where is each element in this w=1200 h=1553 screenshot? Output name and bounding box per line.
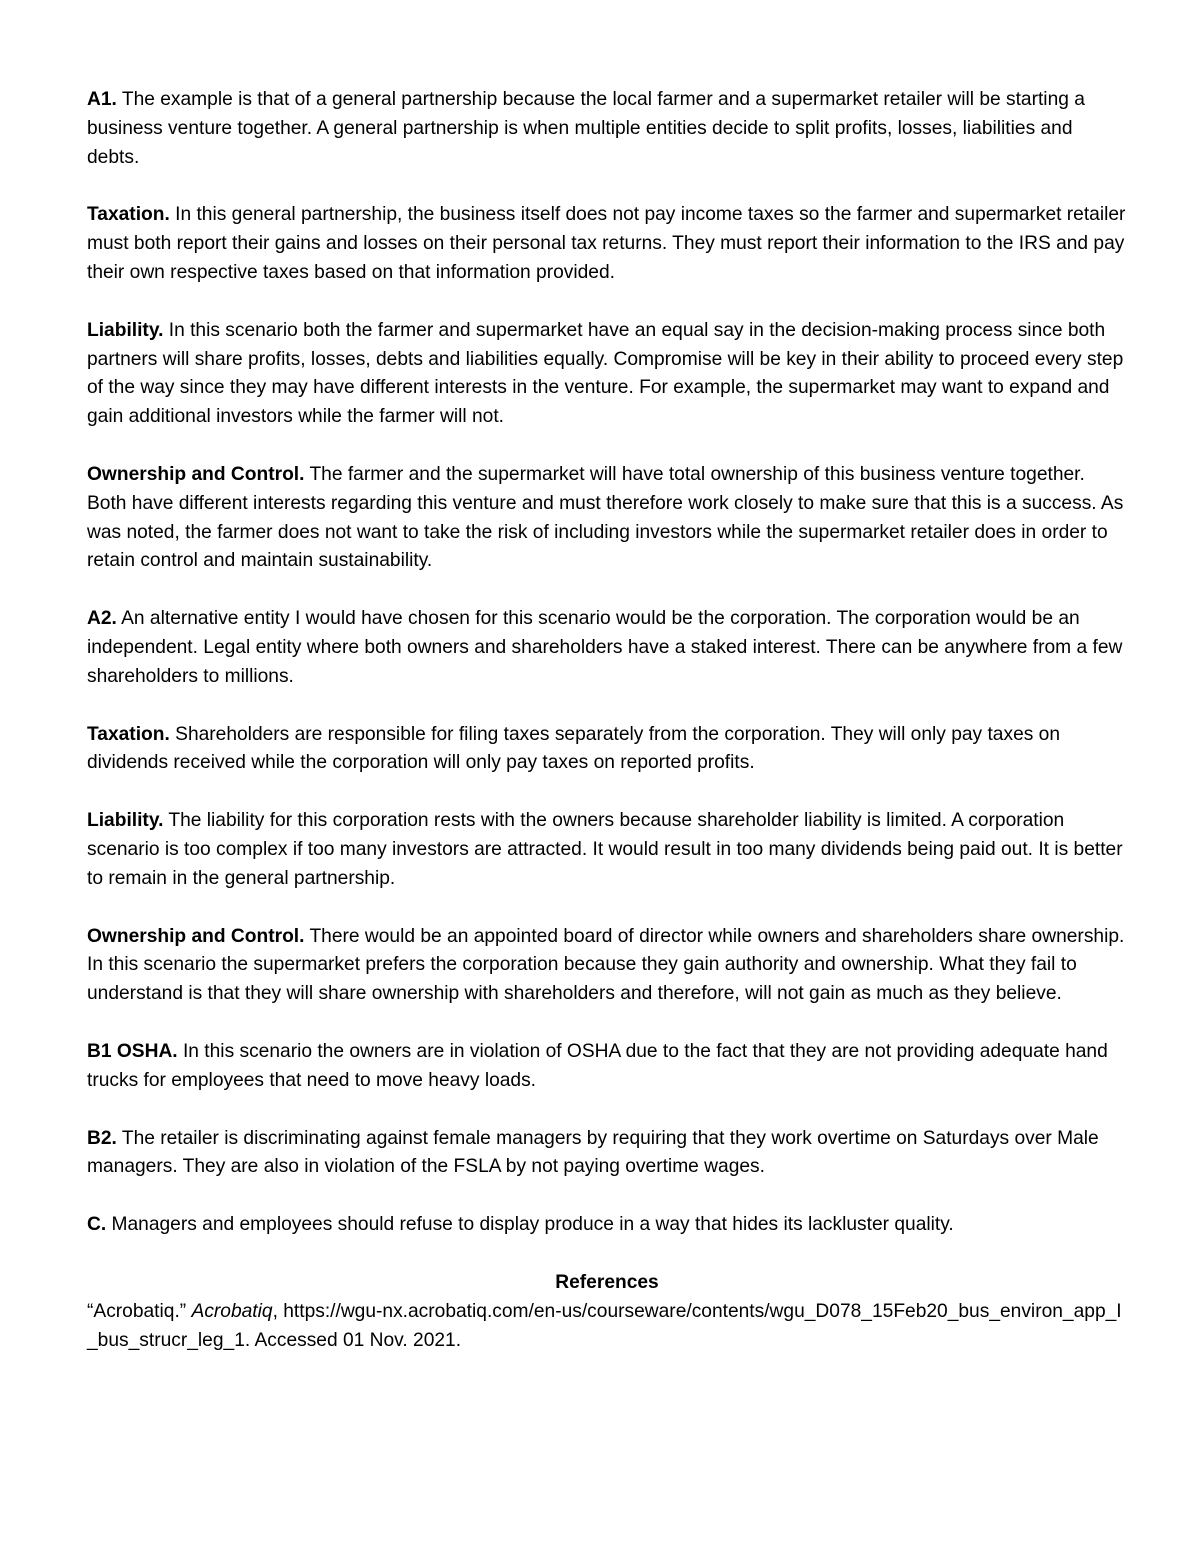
paragraph-label: B1 OSHA. [87, 1040, 178, 1062]
paragraph-c [87, 1211, 1127, 1240]
paragraph-label: A1. [87, 89, 117, 110]
paragraph-text: The retailer is discriminating against female managers by requiring that they work overtime on Saturdays over Male managers. They are also in violation of the FSLA by not paying overtime wages. [87, 1127, 1099, 1178]
paragraph-text: There would be an appointed board of director while owners and shareholders share ownership. In this scenario the supermarket prefers the corporation because they gain authority and ownership. What they fail to understand is that they will share ownership with shareholders and therefore, will not gain as much as they believe. [87, 925, 1125, 1005]
paragraph-a1-taxation [87, 201, 1127, 287]
paragraph-a2-taxation [87, 721, 1127, 779]
paragraph-label: Liability. [87, 319, 164, 341]
paragraph-a1-ownership [87, 461, 1127, 576]
paragraph-text: In this scenario both the farmer and supermarket have an equal say in the decision-making process since both partners will share profits, losses, debts and liabilities equally. Compromise will be key in their ability to proceed every step of the way since they may have different interests in the venture. For example, the supermarket may want to expand and gain additional investors while the farmer will not. [87, 319, 1124, 428]
paragraph-text: The farmer and the supermarket will have total ownership of this business venture together. Both have different interests regarding this venture and must therefore work closely to make sure that this is a success. As was noted, the farmer does not want to take the risk of including investors while the supermarket retailer does in order to retain control and maintain sustainability. [87, 463, 1124, 572]
paragraph-label: Ownership and Control. [87, 925, 305, 947]
paragraph-text: The liability for this corporation rests with the owners because shareholder liability is limited. A corporation scenario is too complex if too many investors are attracted. It would result in too many dividends being paid out. It is better to remain in the general partnership. [87, 810, 1123, 889]
paragraph-label: Taxation. [87, 723, 170, 745]
paragraph-text: An alternative entity I would have chosen for this scenario would be the corporation. The corporation would be an independent. Legal entity where both owners and shareholders have a staked interest. There can be anywhere from a few shareholders to millions. [87, 608, 1123, 687]
paragraph-text: In this scenario the owners are in violation of OSHA due to the fact that they are not providing adequate hand trucks for employees that need to move heavy loads. [87, 1040, 1108, 1091]
paragraph-label: Liability. [87, 810, 164, 832]
paragraph-b2 [87, 1125, 1127, 1183]
reference-entry [87, 1298, 1127, 1356]
reference-details: , https://wgu-nx.acrobatiq.com/en-us/courseware/contents/wgu_D078_15Feb20_bus_environ_app_I_bus_strucr_leg_1. Accessed 01 Nov. 2021. [87, 1300, 1122, 1351]
paragraph-a2 [87, 605, 1127, 691]
paragraph-label: Ownership and Control. [87, 463, 305, 485]
paragraph-a1 [87, 86, 1127, 172]
paragraph-label: C. [87, 1214, 107, 1236]
paragraph-text: The example is that of a general partnership because the local farmer and a supermarket retailer will be starting a business venture together. A general partnership is when multiple entities decide to split profits, losses, liabilities and debts. [87, 89, 1085, 168]
paragraph-label: Taxation. [87, 204, 170, 226]
paragraph-label: A2. [87, 608, 117, 630]
paragraph-b1 [87, 1038, 1127, 1096]
paragraph-a2-liability [87, 807, 1127, 893]
paragraph-text: In this general partnership, the business itself does not pay income taxes so the farmer and supermarket retailer must both report their gains and losses on their personal tax returns. They must report their information to the IRS and pay their own respective taxes based on that information provided. [87, 204, 1126, 283]
paragraph-a2-ownership [87, 923, 1127, 1009]
paragraph-text: Shareholders are responsible for filing taxes separately from the corporation. They will only pay taxes on dividends received while the corporation will only pay taxes on reported profits. [87, 723, 1061, 774]
reference-source-title: Acrobatiq [191, 1300, 273, 1322]
paragraph-text: Managers and employees should refuse to display produce in a way that hides its lackluster quality. [106, 1214, 954, 1236]
document-page [87, 86, 1127, 1355]
paragraph-a1-liability [87, 317, 1127, 432]
reference-prefix: “Acrobatiq.” [87, 1300, 192, 1322]
paragraph-label: B2. [87, 1127, 117, 1149]
references-heading: References [555, 1271, 659, 1293]
